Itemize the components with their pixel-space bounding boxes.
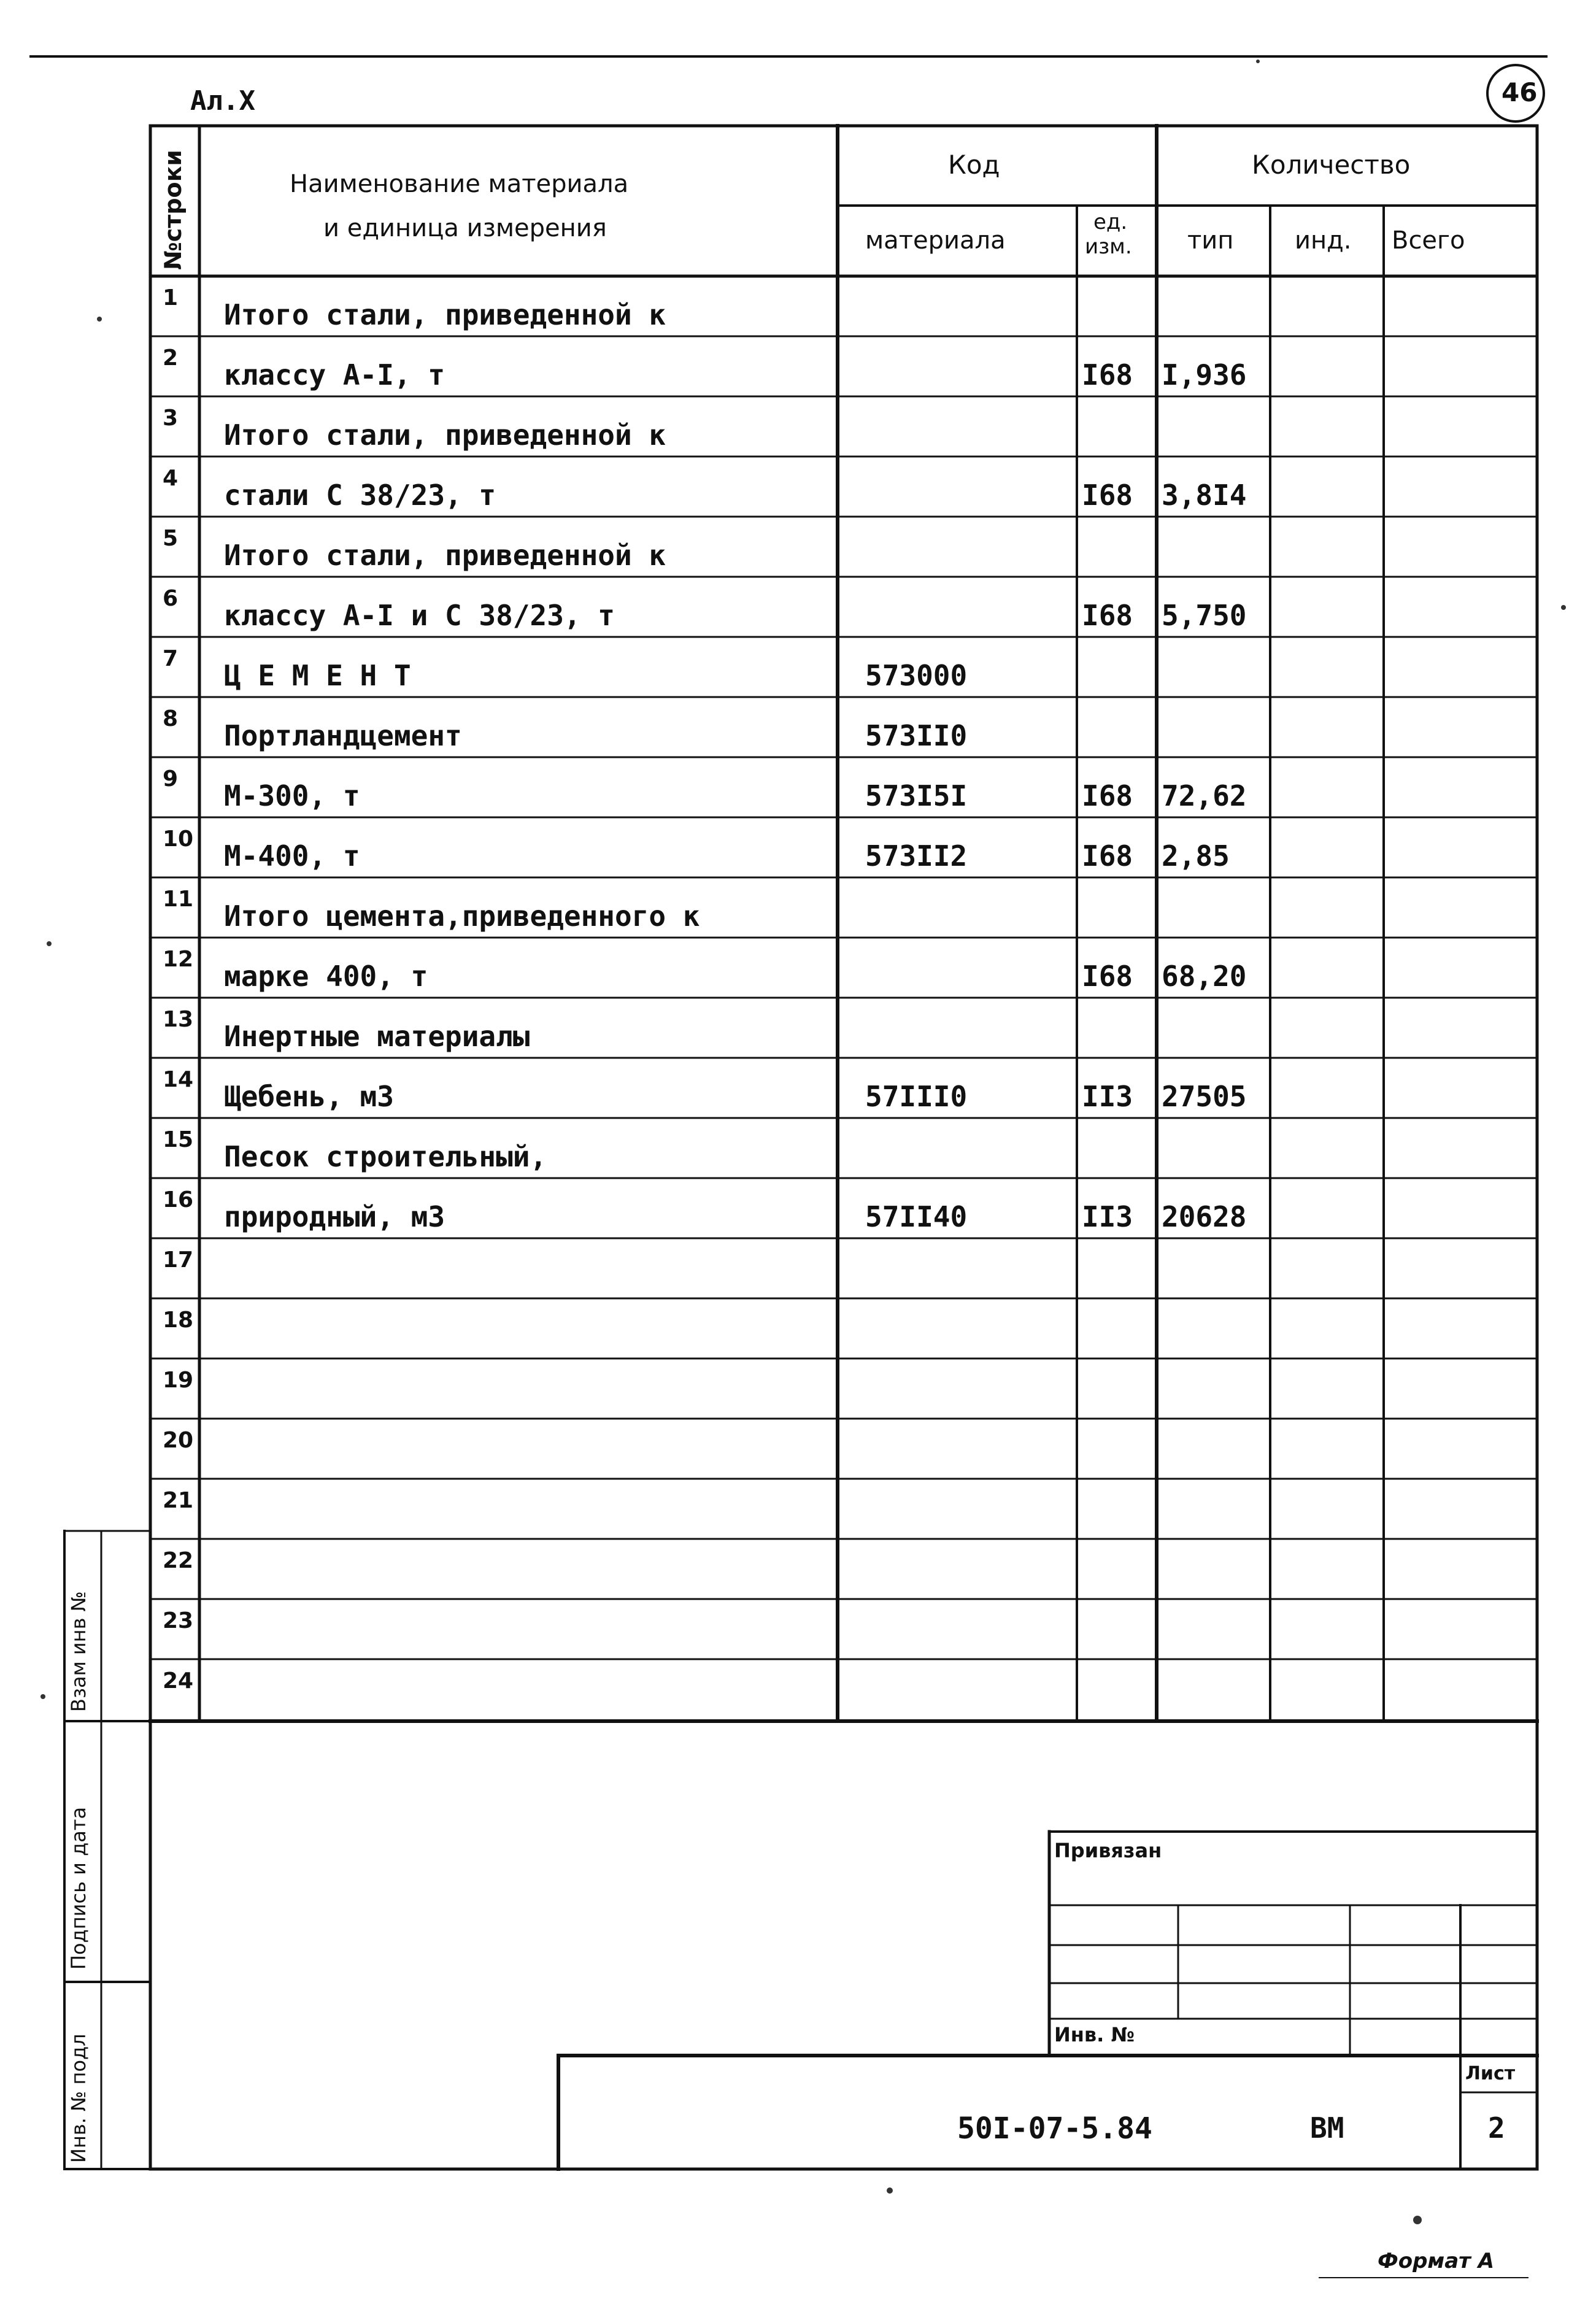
row-number: 23 — [163, 1608, 194, 1633]
row-name: Портландцемент — [224, 719, 462, 752]
row-material-code: 57II40 — [865, 1200, 968, 1233]
row-name: Песок строительный, — [224, 1140, 547, 1173]
row-qty-type: 68,20 — [1162, 960, 1247, 993]
row-number: 17 — [163, 1247, 194, 1273]
row-material-code: 573I5I — [865, 779, 968, 812]
row-number: 16 — [163, 1187, 194, 1212]
row-number: 6 — [163, 586, 179, 611]
row-number: 11 — [163, 887, 194, 912]
row-name: классу А-I и С 38/23, т — [224, 599, 615, 632]
header-code: Код — [948, 150, 1000, 180]
row-number: 8 — [163, 706, 179, 731]
row-name: М-400, т — [224, 839, 360, 873]
row-qty-type: I,936 — [1162, 358, 1247, 391]
row-name: Ц Е М Е Н Т — [224, 659, 411, 692]
row-number: 2 — [163, 345, 179, 371]
title-inv-no: Инв. № — [1054, 2023, 1135, 2046]
row-name: М-300, т — [224, 779, 360, 812]
header-name-line2: и единица измерения — [323, 214, 607, 242]
row-unit-code: I68 — [1082, 779, 1133, 812]
row-number: 10 — [163, 827, 194, 852]
stamp-inv-podl: Инв. № подл — [67, 2033, 90, 2163]
row-number: 22 — [163, 1548, 194, 1573]
row-number: 21 — [163, 1488, 194, 1513]
row-unit-code: II3 — [1082, 1080, 1133, 1113]
header-code-unit-2: изм. — [1085, 234, 1132, 259]
row-name: стали С 38/23, т — [224, 479, 496, 512]
row-material-code: 57III0 — [865, 1080, 968, 1113]
header-qty-type: тип — [1187, 226, 1234, 255]
header-code-unit-1: ед. — [1093, 210, 1128, 234]
row-material-code: 573II2 — [865, 839, 968, 873]
row-number: 9 — [163, 766, 179, 792]
header-code-material: материала — [865, 226, 1006, 255]
title-sheet-number: 2 — [1488, 2111, 1505, 2145]
row-number: 4 — [163, 466, 179, 491]
row-unit-code: I68 — [1082, 358, 1133, 391]
page-number: 46 — [1502, 77, 1538, 107]
header-name-line1: Наименование материала — [290, 170, 629, 198]
row-number: 13 — [163, 1007, 194, 1032]
row-name: природный, м3 — [224, 1200, 445, 1233]
row-unit-code: II3 — [1082, 1200, 1133, 1233]
row-name: Итого стали, приведенной к — [224, 539, 666, 572]
row-qty-type: 72,62 — [1162, 779, 1247, 812]
row-number: 20 — [163, 1428, 194, 1453]
row-number: 15 — [163, 1127, 194, 1152]
header-quantity: Количество — [1252, 150, 1411, 180]
header-row-no: №строки — [160, 150, 187, 270]
format-label: Формат А — [1378, 2249, 1495, 2273]
row-name: классу А-I, т — [224, 358, 445, 391]
row-number: 19 — [163, 1368, 194, 1393]
row-qty-type: 27505 — [1162, 1080, 1247, 1113]
title-privyazan: Привязан — [1054, 1839, 1162, 1862]
row-qty-type: 2,85 — [1162, 839, 1230, 873]
title-document-code: 50I-07-5.84 — [957, 2111, 1152, 2146]
row-number: 24 — [163, 1668, 194, 1694]
row-number: 14 — [163, 1067, 194, 1092]
row-name: марке 400, т — [224, 960, 428, 993]
stamp-signature-date: Подпись и дата — [67, 1806, 90, 1970]
header-qty-total: Всего — [1392, 226, 1465, 255]
row-unit-code: I68 — [1082, 960, 1133, 993]
row-qty-type: 5,750 — [1162, 599, 1247, 632]
row-unit-code: I68 — [1082, 599, 1133, 632]
row-name: Итого стали, приведенной к — [224, 298, 666, 331]
row-material-code: 573II0 — [865, 719, 968, 752]
row-number: 3 — [163, 406, 179, 431]
title-sheet-label: Лист — [1465, 2063, 1516, 2084]
stamp-vzam-inv: Взам инв № — [67, 1591, 90, 1712]
row-name: Итого стали, приведенной к — [224, 418, 666, 452]
row-number: 1 — [163, 285, 179, 310]
row-qty-type: 20628 — [1162, 1200, 1247, 1233]
row-qty-type: 3,8I4 — [1162, 479, 1247, 512]
row-name: Щебень, м3 — [224, 1080, 394, 1113]
row-name: Инертные материалы — [224, 1020, 530, 1053]
row-number: 5 — [163, 526, 179, 551]
row-number: 12 — [163, 947, 194, 972]
title-doc-type: ВМ — [1310, 2111, 1344, 2145]
row-number: 7 — [163, 646, 179, 671]
row-name: Итого цемента,приведенного к — [224, 900, 700, 933]
corner-label: Ал.Х — [190, 85, 255, 117]
row-unit-code: I68 — [1082, 839, 1133, 873]
row-material-code: 573000 — [865, 659, 968, 692]
row-unit-code: I68 — [1082, 479, 1133, 512]
row-number: 18 — [163, 1308, 194, 1333]
header-qty-ind: инд. — [1295, 226, 1352, 255]
